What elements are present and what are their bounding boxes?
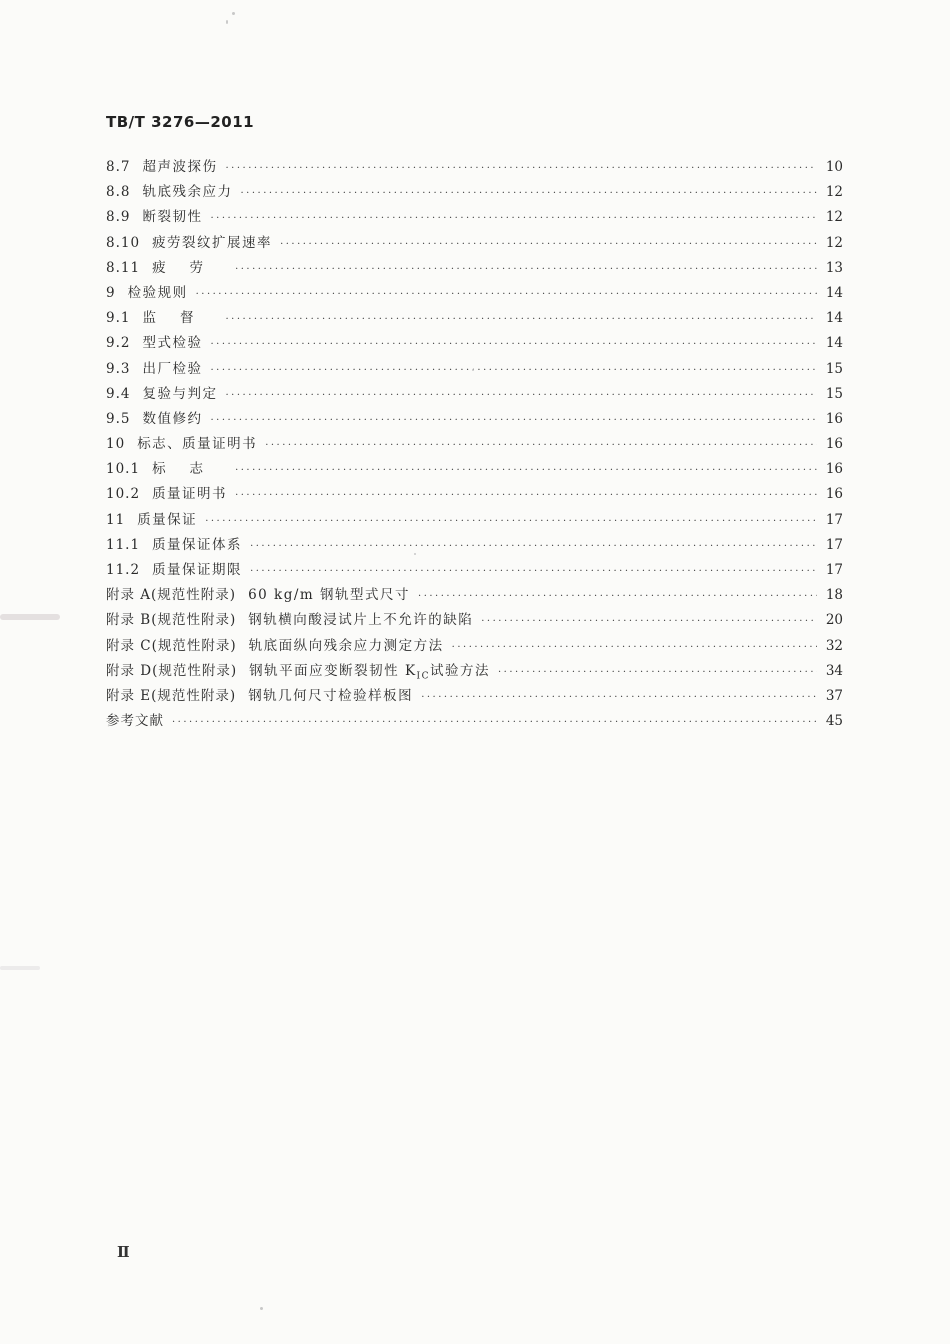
dot-leader <box>210 213 817 224</box>
toc-entry-page: 13 <box>825 259 843 276</box>
toc-entry-title: 监督 <box>142 310 218 327</box>
toc-entry-page: 16 <box>825 436 843 453</box>
toc-entry[interactable] <box>106 231 843 256</box>
toc-entry[interactable] <box>106 331 843 356</box>
toc-entry-title: 复验与判定 <box>142 385 218 402</box>
toc-entry[interactable] <box>106 180 843 205</box>
dot-leader <box>498 667 817 678</box>
scan-speck <box>226 20 228 24</box>
toc-entry-page: 20 <box>825 612 843 629</box>
scan-speck <box>472 369 474 371</box>
toc-entry-number: 11.2 <box>106 562 141 578</box>
standard-code-header: TB/T 3276—2011 <box>106 113 255 131</box>
toc-entry[interactable] <box>106 357 843 382</box>
toc-entry-number: 附录 C(规范性附录) <box>106 637 237 654</box>
toc-entry-number: 9.5 <box>106 410 131 427</box>
dot-leader <box>421 692 817 703</box>
toc-entry[interactable] <box>106 533 843 558</box>
dot-leader <box>265 440 817 451</box>
scan-speck <box>260 1307 263 1310</box>
toc-entry[interactable] <box>106 608 843 633</box>
toc-entry[interactable] <box>106 684 843 709</box>
toc-entry[interactable] <box>106 256 843 281</box>
toc-entry-title: 质量保证期限 <box>152 562 243 578</box>
toc-entry[interactable] <box>106 407 843 432</box>
toc-entry-title: 疲劳 <box>152 259 228 276</box>
toc-entry-number: 9 <box>106 284 116 301</box>
toc-entry-page: 14 <box>825 284 843 301</box>
scan-speck <box>232 12 235 15</box>
dot-leader <box>250 566 817 577</box>
toc-entry-number: 附录 B(规范性附录) <box>106 612 237 629</box>
dot-leader <box>280 239 817 250</box>
scan-smudge <box>0 966 40 970</box>
toc-entry-title: 出厂检验 <box>142 360 203 377</box>
toc-entry-page: 18 <box>825 587 843 604</box>
toc-entry[interactable] <box>106 558 843 583</box>
toc-entry-title-main: 钢轨平面应变断裂韧性 K <box>249 662 417 679</box>
toc-entry[interactable] <box>106 306 843 331</box>
toc-entry-page: 17 <box>825 562 843 578</box>
toc-entry-number: 8.11 <box>106 259 141 276</box>
toc-entry-title: 轨底残余应力 <box>142 184 233 201</box>
toc-entry-page: 12 <box>825 209 843 226</box>
dot-leader <box>418 591 817 602</box>
scan-smudge <box>0 614 60 620</box>
toc-entry-title: 断裂韧性 <box>142 209 203 226</box>
toc-entry-title <box>237 659 490 682</box>
toc-entry-title: 质量保证体系 <box>152 536 243 553</box>
toc-entry-number: 10.1 <box>106 461 141 478</box>
toc-entry[interactable] <box>106 709 843 734</box>
toc-entry-page: 34 <box>825 662 843 679</box>
toc-entry[interactable] <box>106 457 843 482</box>
scan-speck <box>414 553 416 555</box>
toc-entry-number: 8.10 <box>106 234 141 251</box>
dot-leader <box>172 717 817 728</box>
toc-entry[interactable] <box>106 508 843 533</box>
toc-entry-page: 32 <box>825 637 843 654</box>
dot-leader <box>240 188 817 199</box>
dot-leader <box>196 289 817 300</box>
toc-entry-number: 9.4 <box>106 385 131 402</box>
toc-entry[interactable] <box>106 432 843 457</box>
toc-entry-number: 9.1 <box>106 310 131 327</box>
toc-entry[interactable] <box>106 482 843 507</box>
toc-entry-page: 17 <box>825 536 843 553</box>
dot-leader <box>210 339 817 350</box>
toc-entry-title: 型式检验 <box>142 335 203 352</box>
toc-entry-page: 17 <box>825 511 843 528</box>
toc-entry-title: 钢轨几何尺寸检验样板图 <box>248 687 414 704</box>
toc-entry-title: 疲劳裂纹扩展速率 <box>152 234 273 251</box>
toc-entry-number: 9.2 <box>106 335 131 352</box>
toc-entry-page: 16 <box>825 486 843 503</box>
dot-leader <box>235 490 817 501</box>
toc-entry-page: 45 <box>825 713 843 730</box>
dot-leader <box>481 616 817 627</box>
toc-entry[interactable] <box>106 281 843 306</box>
toc-entry-number: 8.8 <box>106 184 131 201</box>
toc-entry-title: 钢轨横向酸浸试片上不允许的缺陷 <box>248 612 474 629</box>
toc-entry-number: 8.9 <box>106 209 131 226</box>
toc-entry-title: 超声波探伤 <box>142 159 218 175</box>
dot-leader <box>225 390 817 401</box>
toc-entry-page: 10 <box>825 159 843 175</box>
toc-entry[interactable] <box>106 382 843 407</box>
toc-entry-page: 16 <box>825 461 843 478</box>
dot-leader <box>205 516 817 527</box>
toc-entry-number: 11 <box>106 511 126 528</box>
toc-entry-number: 11.1 <box>106 536 141 553</box>
toc-entry[interactable] <box>106 659 843 684</box>
dot-leader <box>225 163 817 174</box>
toc-entry-number: 8.7 <box>106 159 131 175</box>
toc-entry-title: 轨底面纵向残余应力测定方法 <box>248 637 444 654</box>
dot-leader <box>452 642 817 653</box>
toc-entry-title: 标志 <box>152 461 228 478</box>
toc-entry-page: 15 <box>825 385 843 402</box>
toc-entry[interactable] <box>106 205 843 230</box>
toc-entry-title: 检验规则 <box>127 284 188 301</box>
subscript-ic: IC <box>416 671 430 682</box>
toc-entry[interactable] <box>106 583 843 608</box>
toc-entry-number: 参考文献 <box>106 713 164 730</box>
toc-entry[interactable] <box>106 634 843 659</box>
dot-leader <box>210 365 817 376</box>
dot-leader <box>225 314 817 325</box>
toc-entry-title: 质量证明书 <box>152 486 228 503</box>
toc-entry-page: 12 <box>825 234 843 251</box>
toc-entry-number: 10.2 <box>106 486 141 503</box>
toc-entry-title-tail: 试验方法 <box>430 662 490 679</box>
toc-entry-page: 14 <box>825 310 843 327</box>
dot-leader <box>210 415 817 426</box>
toc-entry-number: 9.3 <box>106 360 131 377</box>
page-number-roman: Ⅱ <box>117 1243 130 1261</box>
toc-entry-number: 10 <box>106 436 126 453</box>
toc-entry-title: 60 kg/m 钢轨型式尺寸 <box>248 587 411 604</box>
dot-leader <box>235 465 817 476</box>
toc-entry[interactable] <box>106 155 843 180</box>
toc-entry-title: 质量保证 <box>137 511 198 528</box>
toc-entry-page: 15 <box>825 360 843 377</box>
toc-entry-number: 附录 E(规范性附录) <box>106 687 237 704</box>
toc-entry-number: 附录 D(规范性附录) <box>106 662 238 679</box>
toc-entry-page: 16 <box>825 410 843 427</box>
table-of-contents <box>106 155 843 734</box>
toc-entry-page: 12 <box>825 184 843 201</box>
toc-entry-title: 数值修约 <box>142 410 203 427</box>
dot-leader <box>235 264 817 275</box>
toc-entry-page: 37 <box>825 687 843 704</box>
toc-entry-title: 标志、质量证明书 <box>137 436 258 453</box>
toc-entry-number: 附录 A(规范性附录) <box>106 587 237 604</box>
toc-entry-page: 14 <box>825 335 843 352</box>
dot-leader <box>250 541 817 552</box>
